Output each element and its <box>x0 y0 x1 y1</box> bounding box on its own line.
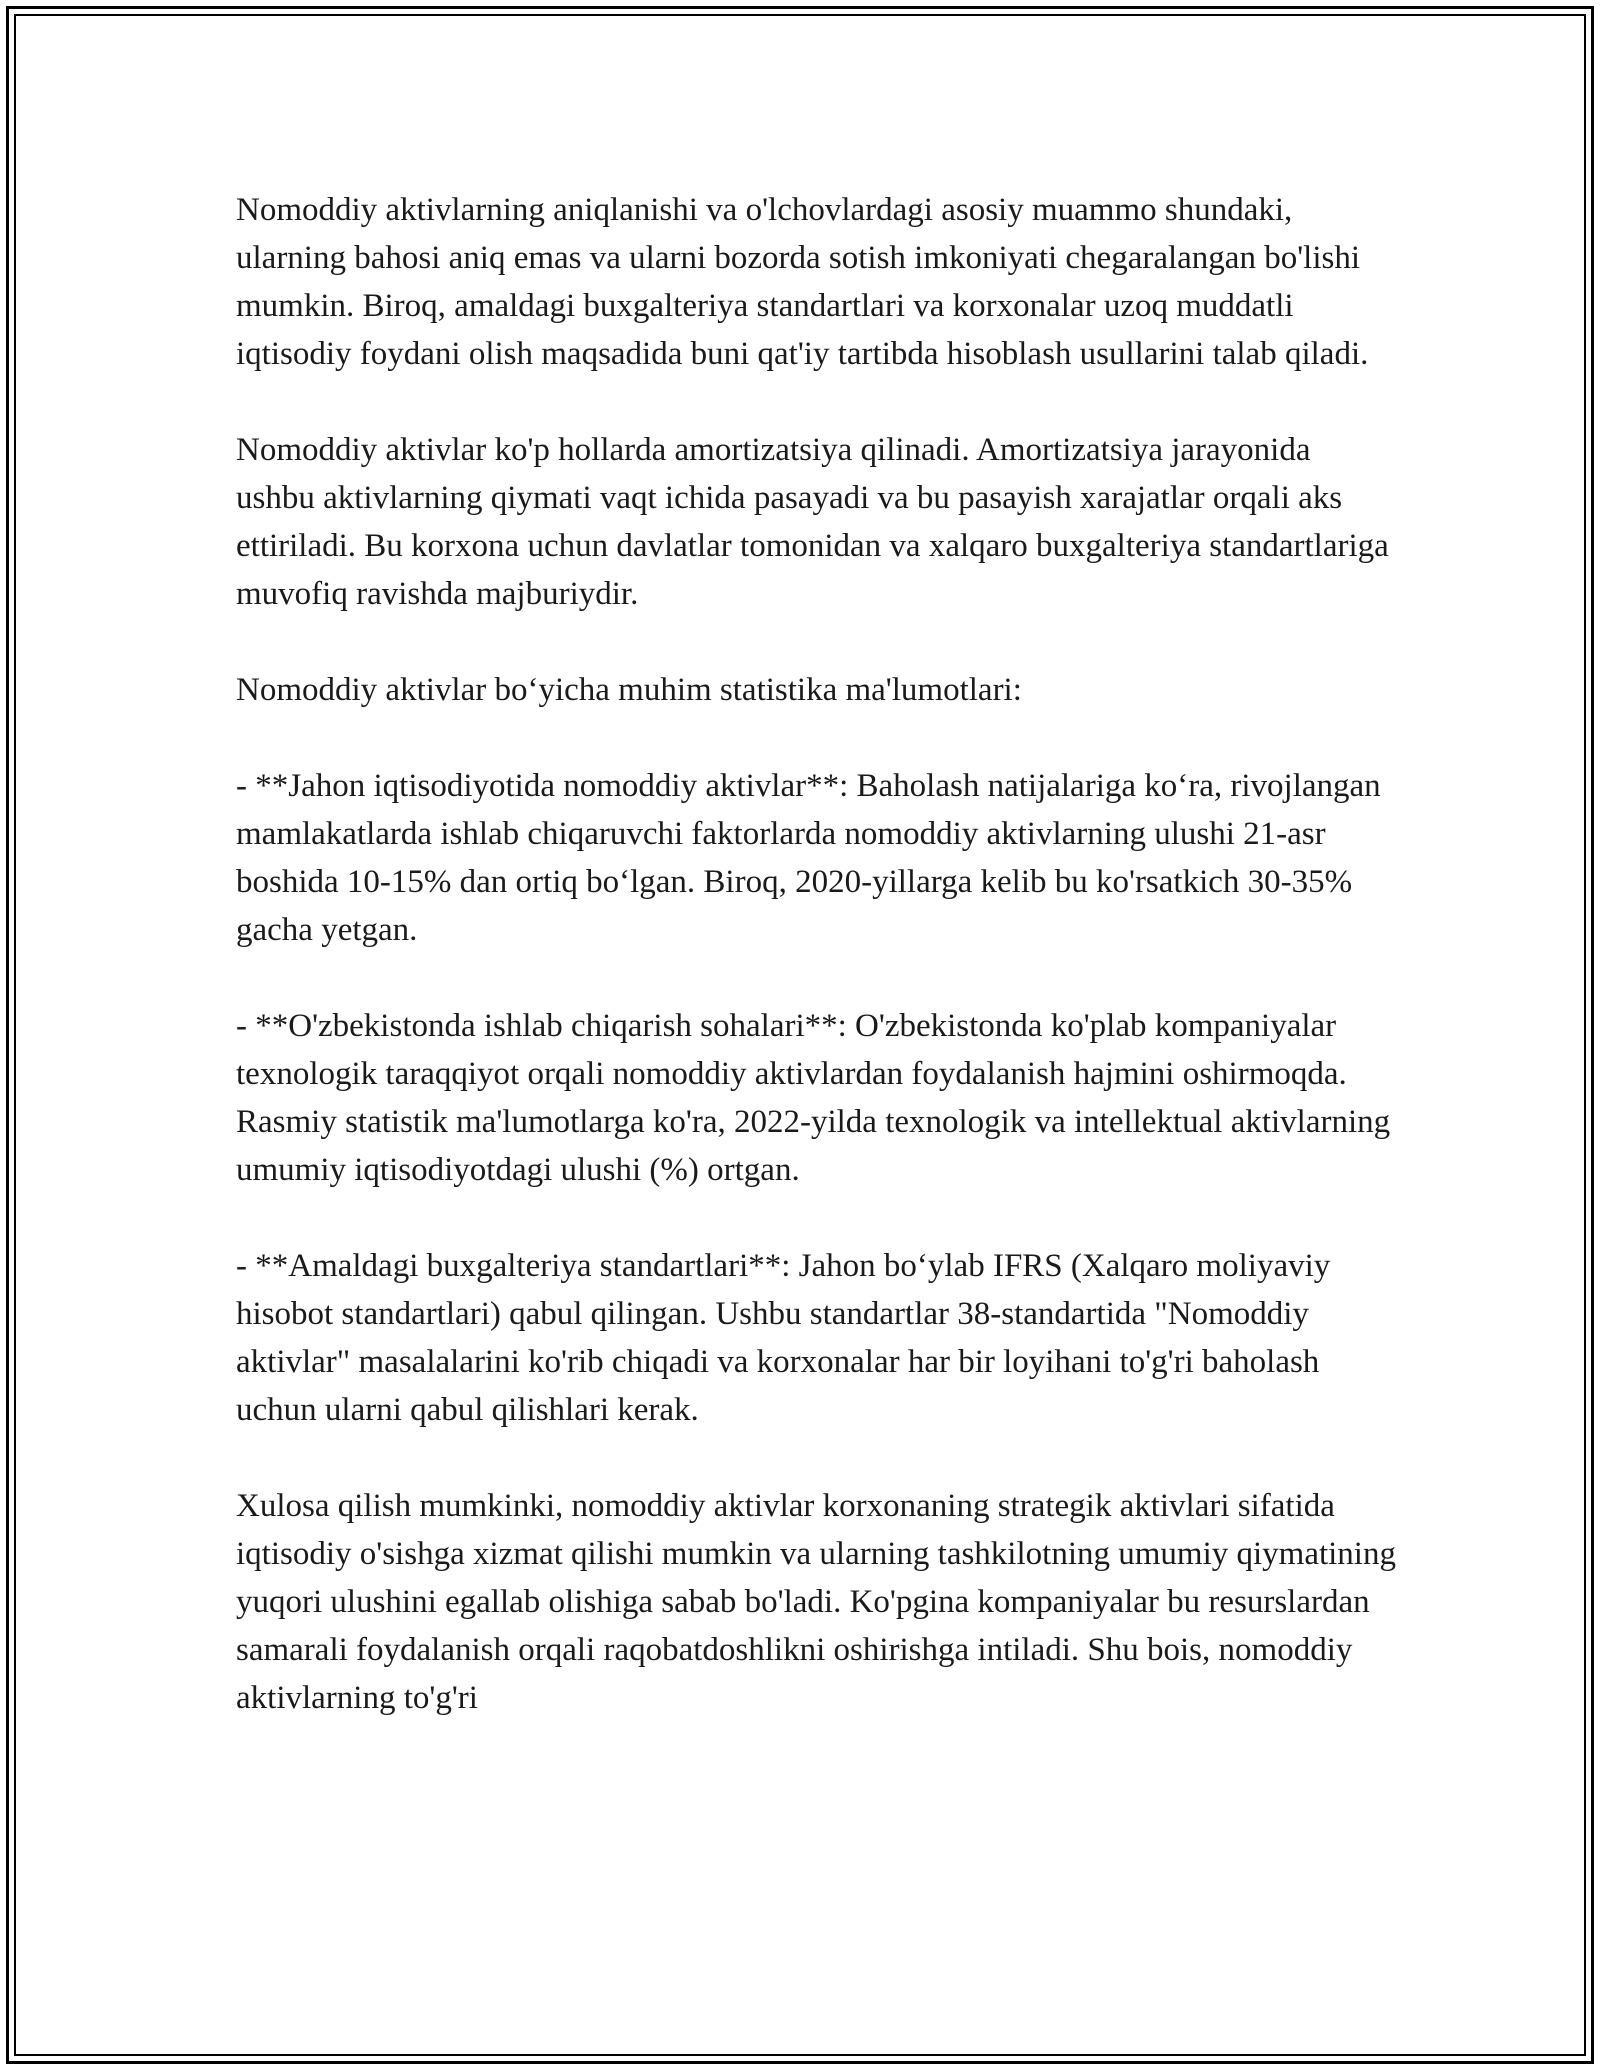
document-body <box>236 186 1396 1722</box>
paragraph-statistics-heading: Nomoddiy aktivlar bo‘yicha muhim statistika ma'lumotlari: <box>236 672 1022 708</box>
paragraph-conclusion: Xulosa qilish mumkinki, nomoddiy aktivlar korxonaning strategik aktivlari sifatida iqtisodiy o'sishga xizmat qilishi mumkin va ularning tashkilotning umumiy qiymatining yuqori ulushini egallab olishiga sabab bo'ladi. Ko'pgina kompaniyalar bu resurslardan samarali foydalanish orqali raqobatdoshlikni oshirishga intiladi. Shu bois, nomoddiy aktivlarning to'g'ri <box>236 1488 1396 1716</box>
list-item-world-economy: - **Jahon iqtisodiyotida nomoddiy aktivlar**: Baholash natijalariga ko‘ra, rivojlangan mamlakatlarda ishlab chiqaruvchi faktorlarda nomoddiy aktivlarning ulushi 21-asr boshida 10-15% dan ortiq bo‘lgan. Biroq, 2020-yillarga kelib bu ko'rsatkich 30-35% gacha yetgan. <box>236 768 1381 948</box>
paragraph-intro: Nomoddiy aktivlarning aniqlanishi va o'lchovlardagi asosiy muammo shundaki, ularning bahosi aniq emas va ularni bozorda sotish imkoniyati chegaralangan bo'lishi mumkin. Biroq, amaldagi buxgalteriya standartlari va korxonalar uzoq muddatli iqtisodiy foydani olish maqsadida buni qat'iy tartibda hisoblash usullarini talab qiladi. <box>236 192 1369 372</box>
paragraph-amortization: Nomoddiy aktivlar ko'p hollarda amortizatsiya qilinadi. Amortizatsiya jarayonida ushbu aktivlarning qiymati vaqt ichida pasayadi va bu pasayish xarajatlar orqali aks ettiriladi. Bu korxona uchun davlatlar tomonidan va xalqaro buxgalteriya standartlariga muvofiq ravishda majburiydir. <box>236 432 1389 612</box>
list-item-uzbekistan: - **O'zbekistonda ishlab chiqarish sohalari**: O'zbekistonda ko'plab kompaniyalar texnologik taraqqiyot orqali nomoddiy aktivlardan foydalanish hajmini oshirmoqda. Rasmiy statistik ma'lumotlarga ko'ra, 2022-yilda texnologik va intellektual aktivlarning umumiy iqtisodiyotdagi ulushi (%) ortgan. <box>236 1008 1391 1188</box>
list-item-accounting-standards: - **Amaldagi buxgalteriya standartlari**: Jahon bo‘ylab IFRS (Xalqaro moliyaviy hisobot standartlari) qabul qilingan. Ushbu standartlar 38-standartida "Nomoddiy aktivlar" masalalarini ko'rib chiqadi va korxonalar har bir loyihani to'g'ri baholash uchun ularni qabul qilishlari kerak. <box>236 1248 1331 1428</box>
